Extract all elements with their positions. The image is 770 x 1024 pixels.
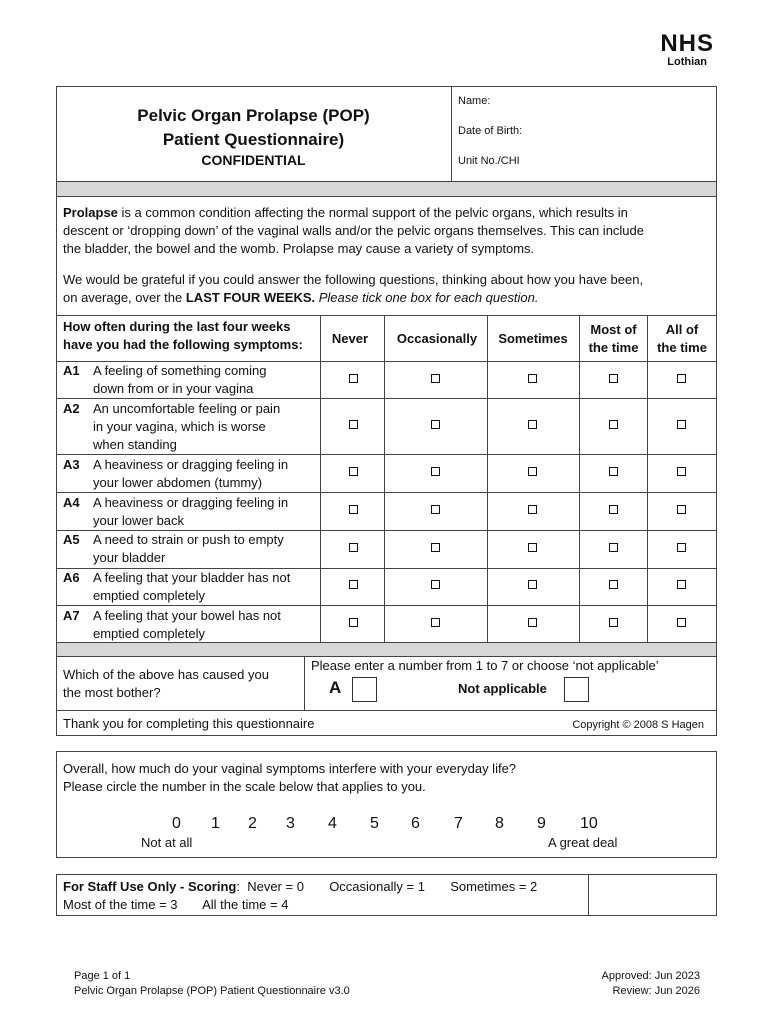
row-a6-num: A6 bbox=[63, 570, 80, 585]
scale-9[interactable]: 9 bbox=[537, 815, 546, 832]
scale-3[interactable]: 3 bbox=[286, 815, 295, 832]
table-question-header-1: How often during the last four weeks bbox=[63, 319, 291, 334]
row-a4-text-2: your lower back bbox=[93, 513, 185, 528]
row-a1-num: A1 bbox=[63, 363, 80, 378]
row-a6-text-1: A feeling that your bladder has not bbox=[93, 570, 291, 585]
col-most-2: the time bbox=[588, 340, 639, 355]
a1-never-checkbox[interactable] bbox=[349, 374, 358, 383]
footer-review: Review: Jun 2026 bbox=[612, 985, 700, 997]
bother-question-2: the most bother? bbox=[63, 685, 161, 700]
a2-all-checkbox[interactable] bbox=[677, 420, 686, 429]
row-a7-text-2: emptied completely bbox=[93, 626, 205, 641]
a1-sometimes-checkbox[interactable] bbox=[528, 374, 537, 383]
logo-lothian: Lothian bbox=[667, 56, 708, 68]
a2-occasionally-checkbox[interactable] bbox=[431, 420, 440, 429]
staff-line1: For Staff Use Only - Scoring: Never = 0 Occasionally = 1 Sometimes = 2 bbox=[63, 879, 538, 894]
a6-occasionally-checkbox[interactable] bbox=[431, 580, 440, 589]
footer-doc: Pelvic Organ Prolapse (POP) Patient Questionnaire v3.0 bbox=[74, 985, 350, 997]
a4-occasionally-checkbox[interactable] bbox=[431, 505, 440, 514]
col-sometimes: Sometimes bbox=[498, 331, 568, 346]
scale-2[interactable]: 2 bbox=[248, 815, 257, 832]
intro-line3: the bladder, the bowel and the womb. Prolapse may cause a variety of symptoms. bbox=[63, 241, 535, 256]
a5-never-checkbox[interactable] bbox=[349, 543, 358, 552]
shaded-band-2 bbox=[57, 643, 716, 656]
a3-all-checkbox[interactable] bbox=[677, 467, 686, 476]
a2-most-checkbox[interactable] bbox=[609, 420, 618, 429]
row-a4-text-1: A heaviness or dragging feeling in bbox=[93, 495, 289, 510]
scale-0[interactable]: 0 bbox=[172, 815, 181, 832]
name-label: Name: bbox=[458, 95, 491, 107]
a7-most-checkbox[interactable] bbox=[609, 618, 618, 627]
scale-10[interactable]: 10 bbox=[580, 815, 598, 832]
col-never: Never bbox=[331, 331, 369, 346]
logo-nhs: NHS bbox=[660, 30, 714, 57]
a6-sometimes-checkbox[interactable] bbox=[528, 580, 537, 589]
row-a2-num: A2 bbox=[63, 401, 80, 416]
intro-line2: descent or ‘dropping down’ of the vaginal walls and/or the pelvic organs themselves. This can include bbox=[63, 223, 645, 238]
not-applicable-checkbox[interactable] bbox=[564, 677, 589, 702]
intro-line1: Prolapse is a common condition affecting the normal support of the pelvic organs, which results in bbox=[63, 205, 628, 220]
a2-never-checkbox[interactable] bbox=[349, 420, 358, 429]
a7-never-checkbox[interactable] bbox=[349, 618, 358, 627]
col-occasionally: Occasionally bbox=[396, 331, 478, 346]
row-a5-num: A5 bbox=[63, 532, 80, 547]
row-a2-text-1: An uncomfortable feeling or pain bbox=[93, 401, 281, 416]
row-a3-text-2: your lower abdomen (tummy) bbox=[93, 475, 263, 490]
row-a4-num: A4 bbox=[63, 495, 80, 510]
a7-sometimes-checkbox[interactable] bbox=[528, 618, 537, 627]
row-a5-text-2: your bladder bbox=[93, 550, 166, 565]
confidential-label: CONFIDENTIAL bbox=[201, 152, 306, 168]
a7-occasionally-checkbox[interactable] bbox=[431, 618, 440, 627]
a5-most-checkbox[interactable] bbox=[609, 543, 618, 552]
scale-5[interactable]: 5 bbox=[370, 815, 379, 832]
intro-line4: We would be grateful if you could answer the following questions, thinking about how you have been, bbox=[63, 272, 644, 287]
a1-most-checkbox[interactable] bbox=[609, 374, 618, 383]
a4-all-checkbox[interactable] bbox=[677, 505, 686, 514]
bother-prefix: A bbox=[329, 678, 342, 697]
copyright-text: Copyright © 2008 S Hagen bbox=[572, 719, 704, 731]
a3-occasionally-checkbox[interactable] bbox=[431, 467, 440, 476]
a7-all-checkbox[interactable] bbox=[677, 618, 686, 627]
a5-all-checkbox[interactable] bbox=[677, 543, 686, 552]
bother-question-1: Which of the above has caused you bbox=[63, 667, 269, 682]
shaded-band bbox=[57, 182, 716, 196]
a4-sometimes-checkbox[interactable] bbox=[528, 505, 537, 514]
bother-instruction: Please enter a number from 1 to 7 or choose ‘not applicable’ bbox=[311, 658, 659, 673]
col-all-2: the time bbox=[657, 340, 707, 355]
scale-6[interactable]: 6 bbox=[411, 815, 420, 832]
unit-label: Unit No./CHI bbox=[458, 155, 520, 167]
row-a1-text-1: A feeling of something coming bbox=[93, 363, 267, 378]
a3-most-checkbox[interactable] bbox=[609, 467, 618, 476]
a2-sometimes-checkbox[interactable] bbox=[528, 420, 537, 429]
a4-most-checkbox[interactable] bbox=[609, 505, 618, 514]
title-line1: Pelvic Organ Prolapse (POP) bbox=[137, 106, 370, 125]
row-a3-text-1: A heaviness or dragging feeling in bbox=[93, 457, 289, 472]
a6-never-checkbox[interactable] bbox=[349, 580, 358, 589]
a5-occasionally-checkbox[interactable] bbox=[431, 543, 440, 552]
a6-most-checkbox[interactable] bbox=[609, 580, 618, 589]
a3-never-checkbox[interactable] bbox=[349, 467, 358, 476]
a1-occasionally-checkbox[interactable] bbox=[431, 374, 440, 383]
row-a7-text-1: A feeling that your bowel has not bbox=[93, 608, 281, 623]
thanks-text: Thank you for completing this questionnaire bbox=[63, 716, 315, 731]
nhs-lothian-logo bbox=[660, 32, 714, 68]
title-line2: Patient Questionnaire) bbox=[162, 130, 345, 149]
row-a2-text-3: when standing bbox=[93, 437, 177, 452]
scale-8[interactable]: 8 bbox=[495, 815, 504, 832]
row-a3-num: A3 bbox=[63, 457, 80, 472]
row-a6-text-2: emptied completely bbox=[93, 588, 205, 603]
row-a5-text-1: A need to strain or push to empty bbox=[93, 532, 284, 547]
scale-high-label: A great deal bbox=[548, 835, 618, 850]
a3-sometimes-checkbox[interactable] bbox=[528, 467, 537, 476]
scale-4[interactable]: 4 bbox=[328, 815, 337, 832]
scale-7[interactable]: 7 bbox=[454, 815, 463, 832]
scale-1[interactable]: 1 bbox=[211, 815, 220, 832]
col-all-1: All of bbox=[665, 322, 699, 337]
a1-all-checkbox[interactable] bbox=[677, 374, 686, 383]
dob-label: Date of Birth: bbox=[458, 125, 523, 137]
row-a2-text-2: in your vagina, which is worse bbox=[93, 419, 266, 434]
intro-line5: on average, over the LAST FOUR WEEKS. Please tick one box for each question. bbox=[63, 290, 539, 305]
col-most-1: Most of bbox=[590, 322, 637, 337]
table-question-header-2: have you had the following symptoms: bbox=[63, 337, 303, 352]
staff-line2: Most of the time = 3 All the time = 4 bbox=[63, 897, 289, 912]
interference-line2: Please circle the number in the scale below that applies to you. bbox=[63, 779, 426, 794]
footer-approved: Approved: Jun 2023 bbox=[601, 970, 700, 982]
not-applicable-label: Not applicable bbox=[458, 681, 547, 696]
bother-number-input[interactable] bbox=[352, 677, 377, 702]
a4-never-checkbox[interactable] bbox=[349, 505, 358, 514]
footer-page: Page 1 of 1 bbox=[74, 970, 131, 982]
row-a1-text-2: down from or in your vagina bbox=[93, 381, 254, 396]
row-a7-num: A7 bbox=[63, 608, 80, 623]
a5-sometimes-checkbox[interactable] bbox=[528, 543, 537, 552]
interference-line1: Overall, how much do your vaginal symptoms interfere with your everyday life? bbox=[63, 761, 517, 776]
a6-all-checkbox[interactable] bbox=[677, 580, 686, 589]
scale-low-label: Not at all bbox=[141, 835, 193, 850]
